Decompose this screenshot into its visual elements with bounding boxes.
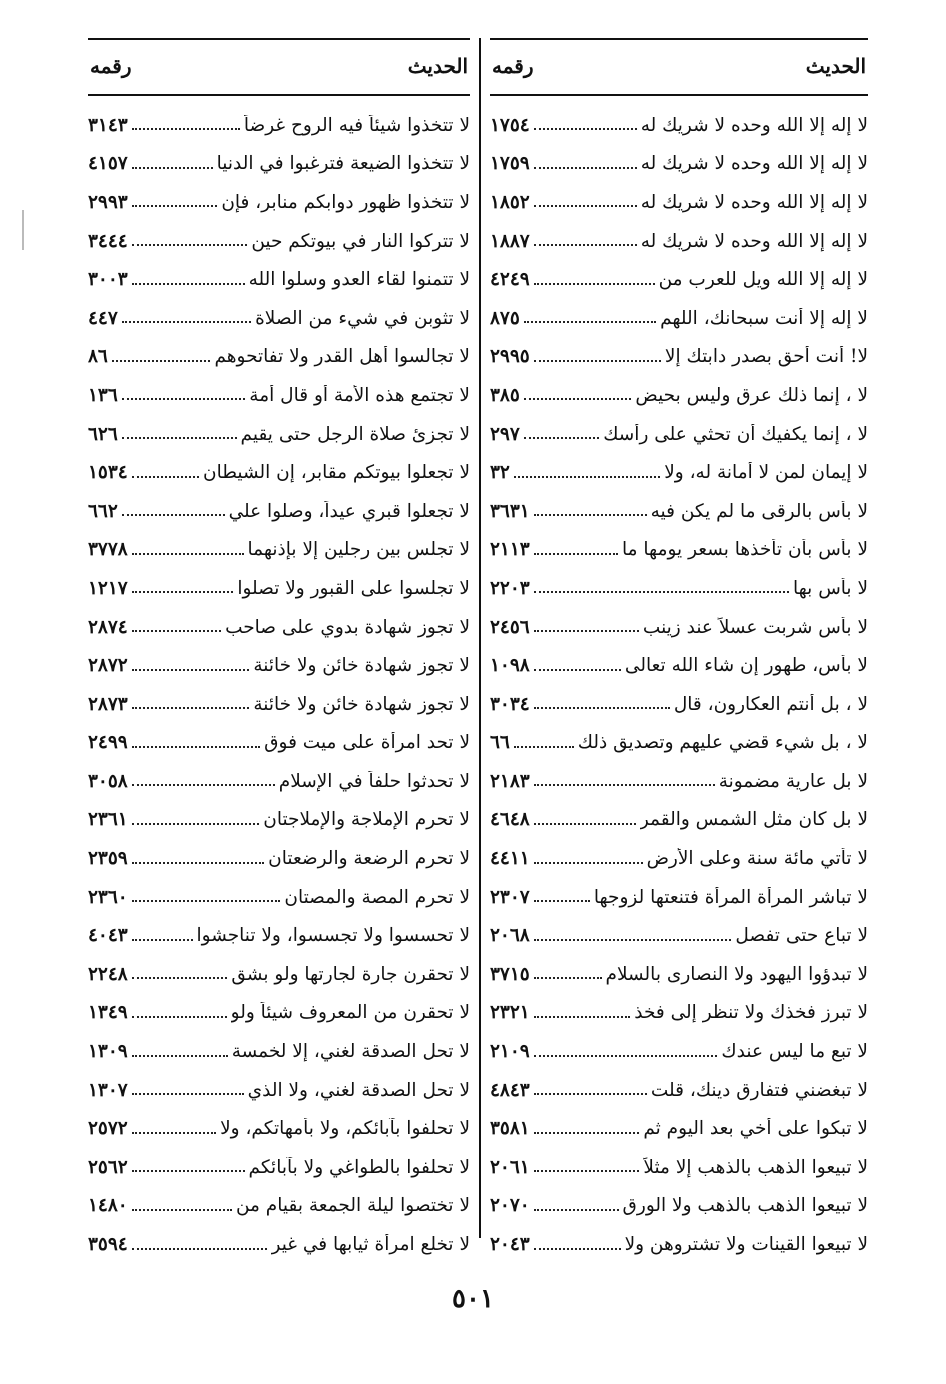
index-entry [490,839,868,878]
dot-leader [534,823,636,825]
hadith-number: ٢٣٠٧ [490,886,530,908]
hadith-number: ٣٥٨١ [490,1118,530,1140]
hadith-number: ٢٥٦٢ [88,1156,128,1178]
hadith-text: لا إله إلا الله وحده لا شريك له [640,153,868,175]
hadith-text: لا تحرم الرضعة والرضعتان [268,848,470,870]
dot-leader [132,939,193,941]
hadith-text: لا بل كان مثل الشمس والقمر [639,809,868,831]
hadith-number: ١٨٥٢ [490,191,530,213]
right-column [490,38,868,1264]
hadith-text: لا تبيعوا الذهب بالذهب ولا الورق [622,1195,868,1217]
dot-leader [534,283,655,285]
hadith-text: لا تتخذوا شيئاً فيه الروح غرضاً [243,114,470,136]
index-entry [490,955,868,994]
dot-leader [514,476,660,478]
dot-leader [132,669,250,671]
hadith-text: لا تأتي مائة سنة وعلى الأرض [646,848,868,870]
hadith-text: لا تبيعوا الذهب بالذهب إلا مثلاً [643,1156,868,1178]
hadith-text: لا تتخذوا الضيعة فترغبوا في الدنيا [216,153,470,175]
hadith-number: ١٣٦ [88,384,118,406]
hadith-number: ٢٩٩٥ [490,346,530,368]
index-entry [490,569,868,608]
index-entry [88,260,470,299]
hadith-number: ٤٤٧ [88,307,118,329]
hadith-text: لا تحرم الإملاجة والإملاجتان [263,809,470,831]
dot-leader [132,1016,227,1018]
index-entry [490,878,868,917]
hadith-text: لا تختصوا ليلة الجمعة بقيام من [235,1195,470,1217]
dot-leader [534,862,643,864]
index-entry [88,955,470,994]
hadith-text: لا تحقرن من المعروف شيئاً ولو [230,1002,470,1024]
hadith-number: ٢٣٢١ [490,1002,530,1024]
index-entry [88,145,470,184]
index-entry [88,453,470,492]
dot-leader [534,1093,647,1095]
hadith-text: لا بل عارية مضمونة [718,770,868,792]
hadith-text: لا بأس بالرقى ما لم يكن فيه [650,500,868,522]
index-entry [490,260,868,299]
hadith-text: لا تحسسوا ولا تجسسوا، ولا تناجشوا [196,925,470,947]
hadith-text: لا تحرم المصة والمصتان [284,886,470,908]
hadith-number: ٣٨٥ [490,384,520,406]
index-entry [490,222,868,261]
index-entry [88,1225,470,1264]
dot-leader [534,591,789,593]
hadith-number: ٢٠٦١ [490,1156,530,1178]
index-entry [490,415,868,454]
index-entry [490,685,868,724]
dot-leader [132,707,250,709]
hadith-text: لا تجتمع هذه الأمة أو قال أمة [249,384,470,406]
hadith-number: ٢٥٧٢ [88,1118,128,1140]
dot-leader [122,437,237,439]
dot-leader [534,900,590,902]
hadith-number: ٢١١٣ [490,539,530,561]
hadith-number: ٤٦٤٨ [490,809,530,831]
hadith-text: لا تحقرن جارة لجارتها ولو بشق [231,963,470,985]
dot-leader [132,862,264,864]
index-entry [490,338,868,377]
number-header: رقمه [90,54,132,78]
index-entry [490,608,868,647]
index-entry [88,762,470,801]
index-entry [88,608,470,647]
index-entry [88,338,470,377]
index-entry [88,1109,470,1148]
hadith-text: لا ، بل أنتم العكارون، قال [673,693,868,715]
hadith-number: ٦٦ [490,732,510,754]
hadith-text: لا إيمان لمن لا أمانة له، ولا [664,462,868,484]
hadith-text: لا تبغضني فتفارق دينك، قلت [650,1079,868,1101]
hadith-number: ٢٩٩٣ [88,191,128,213]
dot-leader [534,514,647,516]
hadith-text: لا إله إلا الله ويل للعرب من [658,269,868,291]
index-entry [88,801,470,840]
index-entry [88,1032,470,1071]
index-entry [88,916,470,955]
dot-leader [534,1132,640,1134]
dot-leader [534,707,670,709]
index-entry [490,801,868,840]
hadith-number: ٣٧٧٨ [88,539,128,561]
hadith-text: لا تحد امرأة على ميت فوق [264,732,470,754]
left-column-header [88,38,470,94]
hadith-number: ١٣٠٩ [88,1041,128,1063]
hadith-number: ٣٠٠٣ [88,269,128,291]
dot-leader [132,244,248,246]
hadith-text: لا ، إنما ذلك عرق وليس بحيض [635,384,868,406]
hadith-text: لا تبرز فخذك ولا تنظر إلى فخذ [634,1002,868,1024]
index-entry [490,145,868,184]
hadith-text: لا بأس شربت عسلاً عند زينب [642,616,868,638]
hadith-number: ١٠٩٨ [490,655,530,677]
hadith-text: لا تتخذوا ظهور دوابكم منابر، فإن [221,191,470,213]
dot-leader [112,360,211,362]
index-entry [490,106,868,145]
hadith-text: لا تبكوا على أخي بعد اليوم ثم [643,1118,868,1140]
hadith-text: لا تجعلوا بيوتكم مقابر، إن الشيطان [203,462,470,484]
hadith-text: لا ، بل شيء قضي عليهم وتصديق ذلك [577,732,868,754]
hadith-text: لا تجوز شهادة خائن ولا خائنة [253,655,470,677]
index-entry [88,531,470,570]
hadith-text: لا تتمنوا لقاء العدو وسلوا الله [248,269,470,291]
hadith-text: لا إله إلا الله وحده لا شريك له [640,191,868,213]
hadith-number: ٣١٤٣ [88,114,128,136]
dot-leader [534,244,637,246]
dot-leader [132,591,234,593]
margin-mark [22,210,24,250]
hadith-number: ١٧٥٩ [490,153,530,175]
hadith-text: لا بأس بأن تأخذها بسعر يومها ما [621,539,868,561]
right-entries [490,106,868,1264]
hadith-text: لا تجالسوا أهل القدر ولا تفاتحوهم [214,346,470,368]
dot-leader [122,321,251,323]
hadith-number: ٢١٠٩ [490,1041,530,1063]
dot-leader [534,977,602,979]
dot-leader [122,514,225,516]
hadith-text: لا تجزئ صلاة الرجل حتى يقيم [240,423,470,445]
hadith-number: ٢٢٠٣ [490,577,530,599]
dot-leader [524,398,632,400]
dot-leader [132,1209,232,1211]
hadith-text: لا تخلع امرأة ثيابها في غير [271,1234,470,1256]
index-entry [88,878,470,917]
hadith-number: ٢٨٧٤ [88,616,128,638]
dot-leader [132,476,199,478]
index-entry [88,415,470,454]
hadith-number: ٣٥٩٤ [88,1234,128,1256]
index-entry [88,1187,470,1226]
right-column-header [490,38,868,94]
hadith-number: ١٣٠٧ [88,1079,128,1101]
index-entry [490,183,868,222]
hadith-text: لا تحدثوا حلفاً في الإسلام [278,770,470,792]
hadith-number: ٢٨٧٢ [88,655,128,677]
index-entry [88,376,470,415]
hadith-number: ١٧٥٤ [490,114,530,136]
dot-leader [132,128,240,130]
hadith-text: لا تبع ما ليس عندك [721,1041,868,1063]
index-entry [88,724,470,763]
index-entry [490,1187,868,1226]
dot-leader [132,1055,228,1057]
dot-leader [534,128,637,130]
index-entry [490,1071,868,1110]
index-entry [490,1225,868,1264]
hadith-text: لا تبدؤوا اليهود ولا النصارى بالسلام [605,963,868,985]
hadith-text: لا إله إلا أنت سبحانك، اللهم [660,307,868,329]
hadith-text: لا تجوز شهادة خائن ولا خائنة [253,693,470,715]
hadith-number: ٢٢٤٨ [88,963,128,985]
index-entry [490,1109,868,1148]
hadith-number: ١٢١٧ [88,577,128,599]
index-entry [490,376,868,415]
index-entry [490,762,868,801]
hadith-text: لا بأس، طهور إن شاء الله تعالى [624,655,868,677]
hadith-text: لا إله إلا الله وحده لا شريك له [640,230,868,252]
index-entry [490,1148,868,1187]
hadith-text: لا تجلسوا على القبور ولا تصلوا [237,577,470,599]
dot-leader [534,784,715,786]
dot-leader [534,1209,619,1211]
index-entry [88,685,470,724]
hadith-number: ٣٠٣٤ [490,693,530,715]
dot-leader [534,1055,718,1057]
index-entry [88,646,470,685]
index-entry [490,299,868,338]
left-column [88,38,470,1264]
dot-leader [534,939,732,941]
hadith-number: ٤٢٤٩ [490,269,530,291]
dot-leader [534,1170,640,1172]
hadith-text: لا ، إنما يكفيك أن تحثي على رأسك [603,423,868,445]
hadith-number: ٣٦٣١ [490,500,530,522]
index-entry [490,453,868,492]
left-entries [88,106,470,1264]
dot-leader [534,360,661,362]
dot-leader [132,746,260,748]
dot-leader [132,1248,268,1250]
hadith-number: ١٣٤٩ [88,1002,128,1024]
page-number: ٥٠١ [452,1284,494,1314]
hadith-header: الحديث [407,54,468,78]
hadith-number: ٣٠٥٨ [88,770,128,792]
dot-leader [534,669,621,671]
hadith-number: ٢٣٥٩ [88,848,128,870]
dot-leader [132,1132,216,1134]
index-entry [490,531,868,570]
index-entry [88,839,470,878]
hadith-number: ١٨٨٧ [490,230,530,252]
index-entry [88,222,470,261]
hadith-text: لا تحلفوا بالطواغي ولا بآبائكم [248,1156,470,1178]
index-entry [88,183,470,222]
dot-leader [132,167,213,169]
hadith-text: لا تثوبن في شيء من الصلاة [255,307,470,329]
index-entry [490,1032,868,1071]
dot-leader [132,1170,245,1172]
dot-leader [132,283,245,285]
hadith-number: ٢١٨٣ [490,770,530,792]
hadith-number: ٤١٥٧ [88,153,128,175]
dot-leader [132,784,275,786]
hadith-number: ٦٦٢ [88,500,118,522]
hadith-number: ٢٤٩٩ [88,732,128,754]
dot-leader [132,900,281,902]
index-entry [88,492,470,531]
index-entry [88,1148,470,1187]
index-entry [490,492,868,531]
index-entry [490,724,868,763]
dot-leader [132,1093,244,1095]
hadith-number: ٢٣٦٠ [88,886,128,908]
hadith-text: لا تجلس بين رجلين إلا بإذنهما [247,539,470,561]
hadith-number: ٢٣٦١ [88,809,128,831]
number-header: رقمه [492,54,534,78]
index-entry [88,994,470,1033]
dot-leader [534,630,639,632]
dot-leader [534,1248,621,1250]
hadith-number: ٨٧٥ [490,307,520,329]
hadith-text: لا تتركوا النار في بيوتكم حين [251,230,470,252]
hadith-number: ٤٠٤٣ [88,925,128,947]
hadith-text: لا! أنت أحق بصدر دابتك إلا [664,346,868,368]
hadith-text: لا تباع حتى تفصل [735,925,868,947]
dot-leader [132,823,259,825]
hadith-number: ٣٤٤٤ [88,230,128,252]
index-entry [490,994,868,1033]
hadith-number: ٤٤١١ [490,848,530,870]
hadith-number: ٢٩٧ [490,423,520,445]
hadith-text: لا تحلفوا بآبائكم، ولا بأمهاتكم، ولا [220,1118,470,1140]
hadith-number: ٣٧١٥ [490,963,530,985]
dot-leader [122,398,245,400]
dot-leader [132,630,221,632]
index-entry [490,916,868,955]
hadith-number: ٢٠٦٨ [490,925,530,947]
index-entry [88,106,470,145]
dot-leader [514,746,574,748]
hadith-number: ٢٨٧٣ [88,693,128,715]
index-entry [88,569,470,608]
hadith-number: ٢٠٧٠ [490,1195,530,1217]
hadith-text: لا تحل الصدقة لغني، ولا الذي [247,1079,470,1101]
hadith-number: ٢٤٥٦ [490,616,530,638]
hadith-text: لا تبيعوا القينات ولا تشتروهن ولا [624,1234,868,1256]
hadith-text: لا تحل الصدقة لغني، إلا لخمسة [231,1041,470,1063]
dot-leader [524,321,656,323]
hadith-text: لا تباشر المرأة المرأة فتنعتها لزوجها [593,886,868,908]
hadith-number: ١٤٨٠ [88,1195,128,1217]
hadith-header: الحديث [805,54,866,78]
dot-leader [132,205,218,207]
hadith-number: ٦٢٦ [88,423,118,445]
hadith-number: ١٥٣٤ [88,462,128,484]
dot-leader [534,1016,631,1018]
hadith-text: لا تجوز شهادة بدوي على صاحب [225,616,470,638]
hadith-text: لا بأس بها [793,577,868,599]
dot-leader [534,553,618,555]
index-entry [88,299,470,338]
column-divider [479,38,481,1238]
hadith-text: لا إله إلا الله وحده لا شريك له [640,114,868,136]
hadith-number: ٢٠٤٣ [490,1234,530,1256]
dot-leader [534,167,637,169]
dot-leader [534,205,637,207]
dot-leader [524,437,599,439]
hadith-text: لا تجعلوا قبري عيداً، وصلوا علي [228,500,470,522]
dot-leader [132,977,228,979]
index-entry [88,1071,470,1110]
dot-leader [132,553,244,555]
hadith-number: ٣٢ [490,462,510,484]
hadith-number: ٨٦ [88,346,108,368]
index-entry [490,646,868,685]
hadith-number: ٤٨٤٣ [490,1079,530,1101]
